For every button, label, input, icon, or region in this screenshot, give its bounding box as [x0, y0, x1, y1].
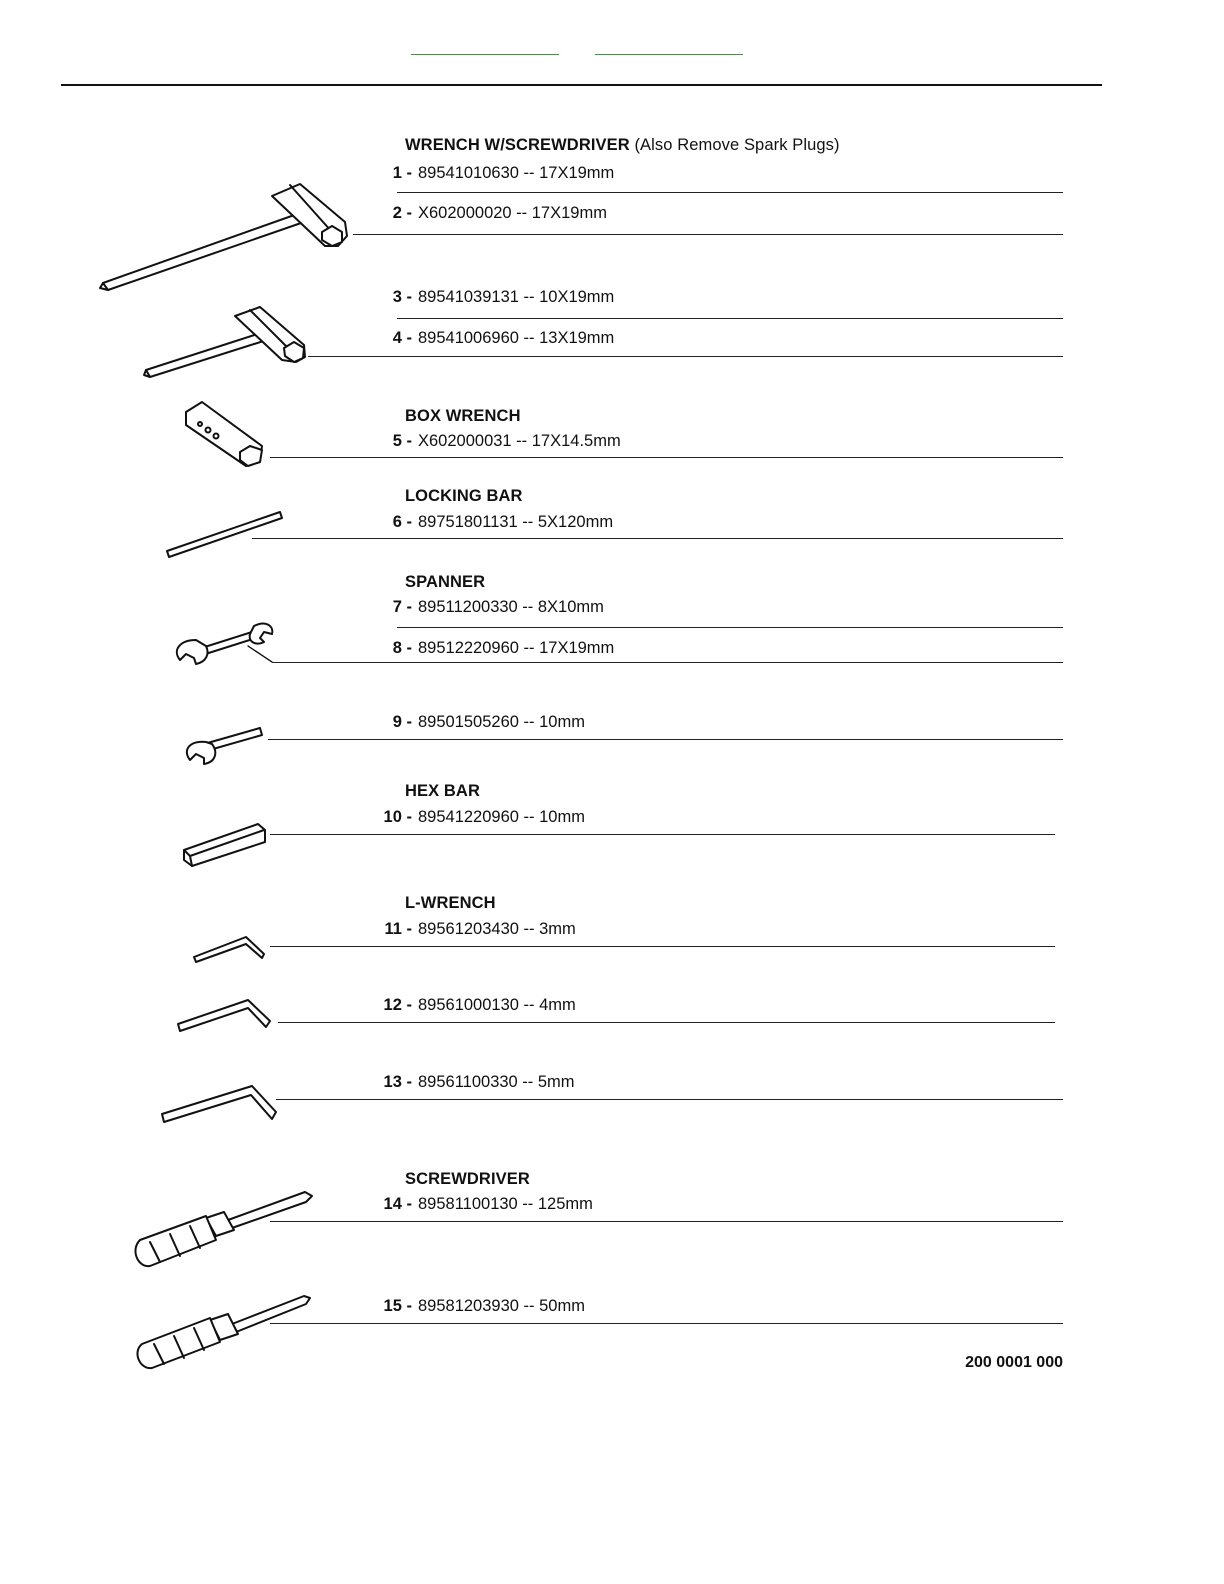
rule-10 — [270, 834, 1055, 835]
rule-3 — [397, 318, 1063, 319]
part-line-10: 10 - 89541220960 -- 10mm — [376, 808, 585, 827]
rule-9 — [268, 739, 1063, 740]
part-line-1: 1 - 89541010630 -- 17X19mm — [376, 164, 614, 183]
heading-box-wrench: BOX WRENCH — [405, 407, 521, 425]
rule-6 — [252, 538, 1063, 539]
rule-4 — [308, 356, 1063, 357]
part-line-9: 9 - 89501505260 -- 10mm — [376, 713, 585, 732]
diagram-reference-number: 200 0001 000 — [965, 1354, 1063, 1371]
heading-wrench-screwdriver: WRENCH W/SCREWDRIVER (Also Remove Spark Plugs) — [405, 136, 840, 154]
rule-7 — [397, 627, 1063, 628]
rule-5 — [270, 457, 1063, 458]
screwdriver-small-icon — [137, 1296, 310, 1368]
part-line-8: 8 - 89512220960 -- 17X19mm — [376, 639, 614, 658]
part-line-3: 3 - 89541039131 -- 10X19mm — [376, 288, 614, 307]
l-wrench-large-icon — [162, 1086, 276, 1122]
spanner-single-icon — [187, 728, 262, 764]
rule-12 — [278, 1022, 1055, 1023]
heading-spanner: SPANNER — [405, 573, 486, 591]
part-line-6: 6 - 89751801131 -- 5X120mm — [376, 513, 613, 532]
rule-13 — [276, 1099, 1063, 1100]
part-line-4: 4 - 89541006960 -- 13X19mm — [376, 329, 614, 348]
screwdriver-large-icon — [135, 1192, 312, 1266]
heading-locking-bar: LOCKING BAR — [405, 487, 523, 505]
heading-screwdriver: SCREWDRIVER — [405, 1170, 530, 1188]
locking-bar-icon — [167, 512, 282, 557]
rule-2 — [353, 234, 1063, 235]
rule-14 — [270, 1221, 1063, 1222]
hex-bar-icon — [184, 824, 265, 866]
part-line-12: 12 - 89561000130 -- 4mm — [376, 996, 576, 1015]
part-line-11: 11 - 89561203430 -- 3mm — [376, 920, 576, 939]
part-line-2: 2 - X602000020 -- 17X19mm — [376, 204, 607, 223]
rule-8 — [272, 662, 1063, 663]
part-line-13: 13 - 89561100330 -- 5mm — [376, 1073, 575, 1092]
spanner-double-icon — [177, 624, 272, 664]
t-wrench-large-icon — [100, 184, 347, 290]
l-wrench-small-icon — [194, 937, 264, 962]
rule-1 — [397, 192, 1063, 193]
rule-15 — [270, 1323, 1063, 1324]
heading-l-wrench: L-WRENCH — [405, 894, 496, 912]
t-wrench-small-icon — [144, 307, 305, 377]
l-wrench-medium-icon — [178, 1000, 270, 1031]
heading-note: (Also Remove Spark Plugs) — [634, 136, 840, 154]
part-line-15: 15 - 89581203930 -- 50mm — [376, 1297, 585, 1316]
part-line-7: 7 - 89511200330 -- 8X10mm — [376, 598, 604, 617]
box-wrench-icon — [186, 402, 262, 466]
heading-hex-bar: HEX BAR — [405, 782, 480, 800]
part-line-14: 14 - 89581100130 -- 125mm — [376, 1195, 593, 1214]
rule-11 — [270, 946, 1055, 947]
part-line-5: 5 - X602000031 -- 17X14.5mm — [376, 432, 621, 451]
